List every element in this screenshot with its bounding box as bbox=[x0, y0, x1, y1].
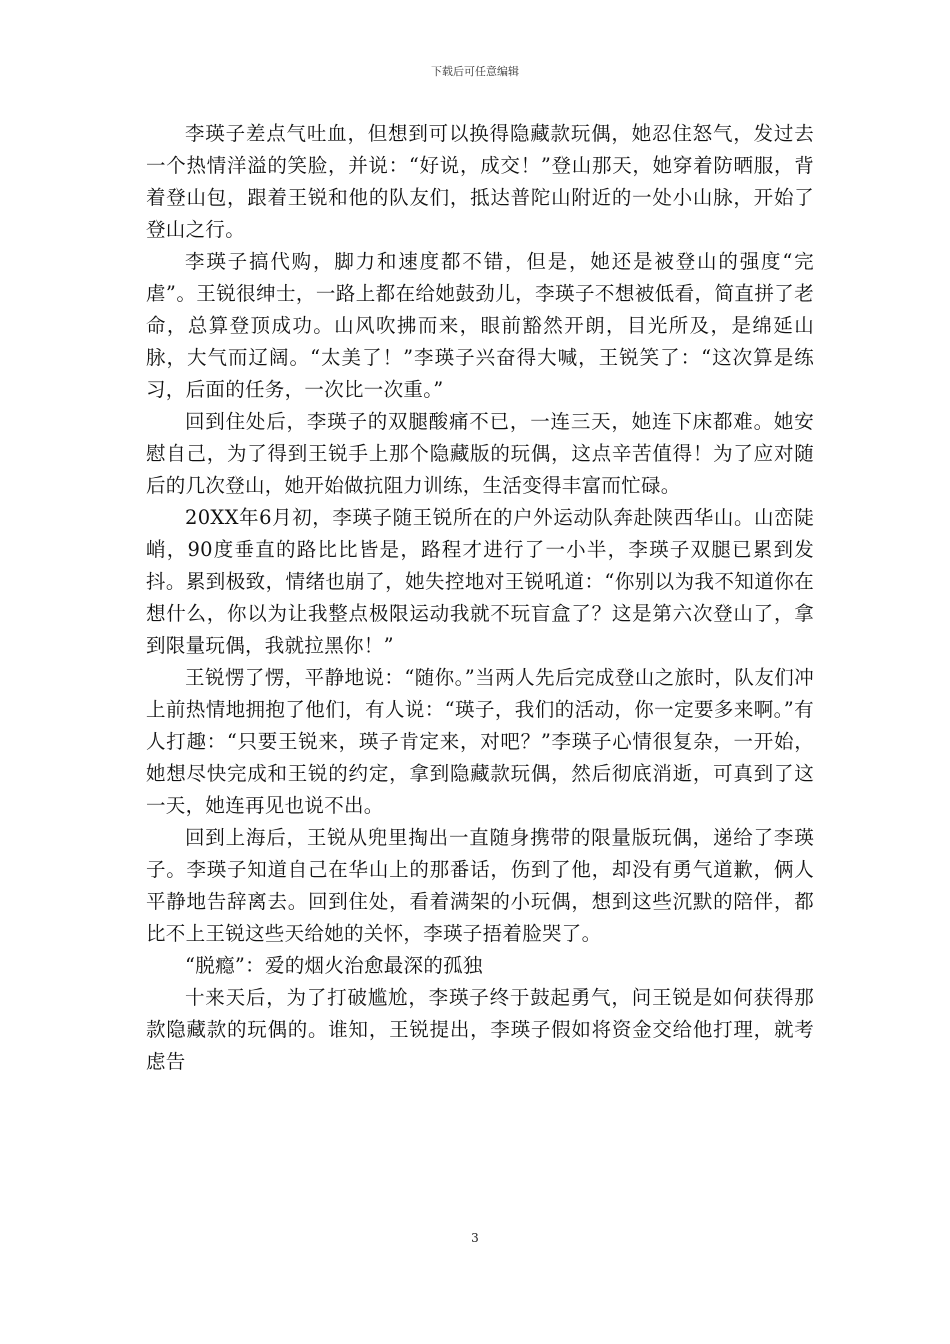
section-heading: “脱瘾”：爱的烟火治愈最深的孤独 bbox=[185, 954, 483, 977]
paragraph: 十来天后，为了打破尴尬，李瑛子终于鼓起勇气，问王锐是如何获得那款隐藏款的玩偶的。谁知，王锐提出，李瑛子假如将资金交给他打理，就考虑告 bbox=[146, 986, 814, 1073]
page-header: 下载后可任意编辑 bbox=[431, 65, 519, 78]
paragraph: 王锐愣了愣，平静地说：“随你。”当两人先后完成登山之旅时，队友们冲上前热情地拥抱了他们，有人说：“瑛子，我们的活动，你一定要多来啊。”有人打趣：“只要王锐来，瑛子肯定来，对吧？”李瑛子心情很复杂，一开始，她想尽快完成和王锐的约定，拿到隐藏款玩偶，然后彻底消逝，可真到了这一天，她连再见也说不出。 bbox=[146, 666, 814, 817]
paragraph: 回到住处后，李瑛子的双腿酸痛不已，一连三天，她连下床都难。她安慰自己，为了得到王锐手上那个隐藏版的玩偶，这点辛苦值得！为了应对随后的几次登山，她开始做抗阻力训练，生活变得丰富而忙碌。 bbox=[146, 410, 814, 497]
paragraph: 李瑛子搞代购，脚力和速度都不错，但是，她还是被登山的强度“完虐”。王锐很绅士，一路上都在给她鼓劲儿，李瑛子不想被低看，简直拼了老命，总算登顶成功。山风吹拂而来，眼前豁然开朗，目光所及，是绵延山脉，大气而辽阔。“太美了！”李瑛子兴奋得大喊，王锐笑了：“这次算是练习，后面的任务，一次比一次重。” bbox=[146, 250, 814, 401]
paragraph: 回到上海后，王锐从兜里掏出一直随身携带的限量版玩偶，递给了李瑛子。李瑛子知道自己在华山上的那番话，伤到了他，却没有勇气道歉，俩人平静地告辞离去。回到住处，看着满架的小玩偶，想到这些沉默的陪伴，都比不上王锐这些天给她的关怀，李瑛子捂着脸哭了。 bbox=[146, 826, 814, 945]
page-number: 3 bbox=[471, 1231, 479, 1245]
paragraph: 李瑛子差点气吐血，但想到可以换得隐藏款玩偶，她忍住怒气，发过去一个热情洋溢的笑脸，并说：“好说，成交！”登山那天，她穿着防晒服，背着登山包，跟着王锐和他的队友们，抵达普陀山附近的一处小山脉，开始了登山之行。 bbox=[146, 122, 814, 241]
paragraph: 20XX年6月初，李瑛子随王锐所在的户外运动队奔赴陕西华山。山峦陡峭，90度垂直的路比比皆是，路程才进行了一小半，李瑛子双腿已累到发抖。累到极致，情绪也崩了，她失控地对王锐吼道：“你别以为我不知道你在想什么，你以为让我整点极限运动我就不玩盲盒了？这是第六次登山了，拿到限量玩偶，我就拉黑你！” bbox=[146, 506, 814, 657]
document-body bbox=[146, 118, 814, 1078]
